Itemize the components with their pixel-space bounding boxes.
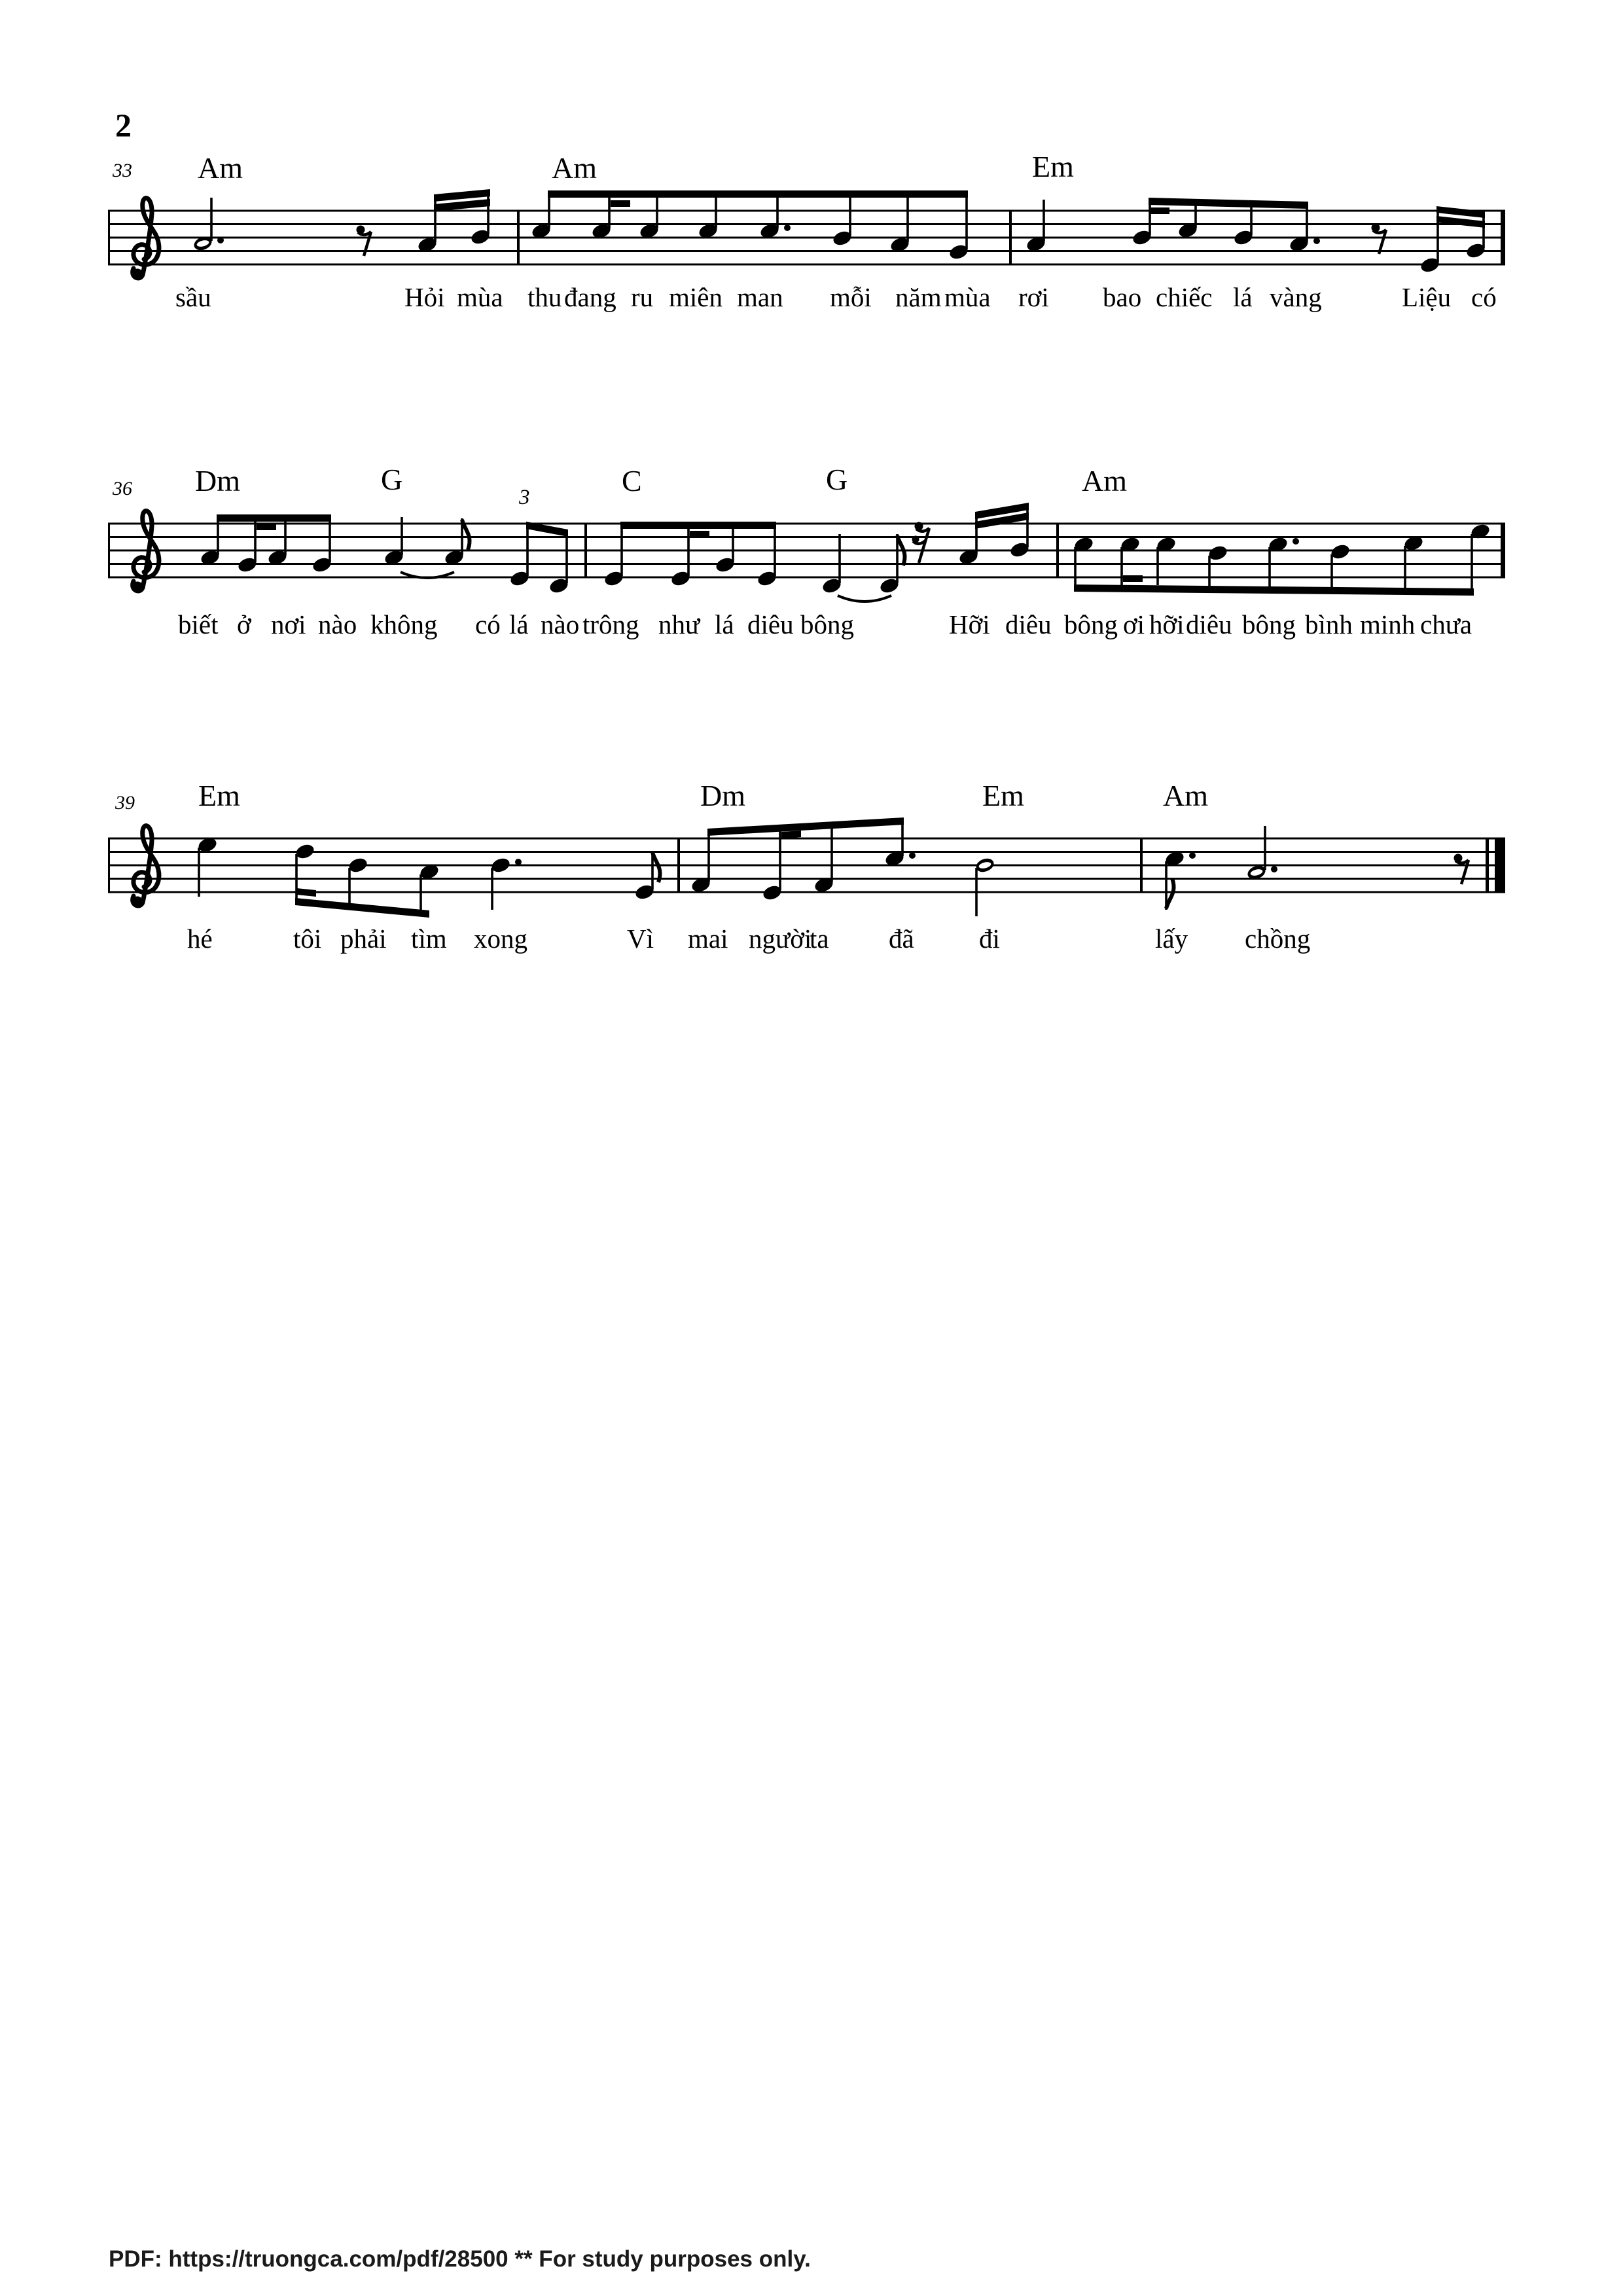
barline	[677, 838, 680, 893]
lyric-syllable: mùa	[457, 282, 503, 312]
lyric-syllable: nào	[318, 609, 357, 639]
barline-end	[1501, 210, 1505, 265]
beam	[611, 200, 630, 207]
beam	[1436, 216, 1485, 228]
chord-label: C	[622, 464, 642, 497]
beam	[1149, 198, 1308, 209]
staff-line	[108, 851, 1505, 853]
chord-label: G	[826, 463, 848, 496]
staff-line	[108, 536, 1505, 538]
chord-label: Em	[198, 779, 240, 812]
lyric-syllable: lá	[1233, 282, 1253, 312]
chord-label: Am	[198, 151, 243, 185]
beam	[434, 189, 490, 202]
beam	[620, 522, 776, 529]
measure-number: 36	[113, 478, 132, 499]
lyric-syllable: đã	[889, 924, 914, 954]
augmentation-dot	[1271, 866, 1277, 872]
beam	[1074, 584, 1474, 596]
augmentation-dot	[909, 852, 916, 859]
barline	[108, 523, 110, 578]
barline	[1140, 838, 1143, 893]
chord-label: Dm	[700, 779, 745, 812]
staff-line	[108, 550, 1505, 552]
chord-label: Am	[1082, 464, 1127, 497]
tuplet-number: 3	[519, 486, 530, 509]
lyric-syllable: bao	[1103, 282, 1142, 312]
barline	[108, 838, 110, 893]
beam	[257, 524, 276, 530]
lyric-syllable: thu	[527, 282, 562, 312]
barline	[584, 523, 587, 578]
lyric-syllable: ru	[631, 282, 654, 312]
beam	[1150, 207, 1169, 214]
beam	[781, 831, 801, 838]
lyric-syllable: xong	[474, 924, 527, 954]
staff-line	[108, 264, 1505, 266]
chord-label: Em	[1032, 150, 1074, 183]
staff-line	[108, 865, 1505, 867]
lyric-syllable: Hỡi	[949, 609, 990, 639]
beam	[217, 514, 331, 522]
lyric-syllable: sầu	[175, 282, 211, 312]
lyric-syllable: trông	[582, 609, 639, 639]
staff-line	[108, 210, 1505, 212]
lyric-syllable: tôi	[293, 924, 322, 954]
final-barline-thin	[1486, 838, 1489, 893]
lyric-syllable: Vì	[627, 924, 654, 954]
barline	[108, 210, 110, 265]
barline	[1009, 210, 1012, 265]
lyric-syllable: chưa	[1420, 609, 1472, 639]
staff-line	[108, 237, 1505, 239]
lyric-syllable: tìm	[411, 924, 447, 954]
beam	[707, 817, 904, 836]
footer-note: PDF: https://truongca.com/pdf/28500 ** For study purposes only.	[109, 2246, 811, 2272]
lyric-syllable: như	[658, 609, 700, 639]
lyric-syllable: lấy	[1155, 924, 1188, 954]
lyric-syllable: minh	[1360, 609, 1416, 639]
barline	[517, 210, 520, 265]
staff-line	[108, 838, 1505, 840]
augmentation-dot	[1189, 852, 1196, 859]
lyric-syllable: ta	[810, 924, 829, 954]
sixteenth-rest-icon	[912, 522, 930, 564]
staff-line	[108, 523, 1505, 525]
barline	[1056, 523, 1059, 578]
chord-label: G	[381, 463, 403, 496]
augmentation-dot	[217, 237, 224, 243]
lyric-syllable: rơi	[1018, 282, 1049, 312]
lyric-syllable: hỡi	[1149, 609, 1185, 639]
beam	[434, 199, 490, 211]
lyric-syllable: bông	[800, 609, 854, 639]
lyric-syllable: bông	[1242, 609, 1296, 639]
page-number: 2	[115, 107, 132, 143]
augmentation-dot	[784, 224, 791, 231]
chord-label: Am	[552, 151, 597, 185]
staff-line	[108, 577, 1505, 579]
measure-number: 33	[113, 160, 132, 181]
lyric-syllable: bình	[1305, 609, 1353, 639]
lyric-syllable: lá	[715, 609, 734, 639]
lyric-syllable: hé	[187, 924, 213, 954]
lyric-syllable: biết	[178, 609, 219, 639]
lyric-syllable: người	[749, 924, 812, 954]
lyric-syllable: Liệu	[1402, 282, 1452, 312]
chord-label: Dm	[195, 464, 240, 497]
lyric-syllable: ở	[237, 609, 251, 639]
staff-line	[108, 891, 1505, 893]
lyric-syllable: có	[1471, 282, 1497, 312]
lyric-syllable: nơi	[271, 609, 306, 639]
beam	[1123, 575, 1143, 582]
augmentation-dot	[1293, 538, 1299, 545]
lyric-syllable: bông	[1064, 609, 1118, 639]
barline-end	[1501, 523, 1505, 578]
lyric-syllable: man	[737, 282, 783, 312]
lyric-syllable: năm	[895, 282, 942, 312]
lyric-syllable: mùa	[944, 282, 991, 312]
beam	[548, 190, 968, 198]
lyric-syllable: mỗi	[830, 282, 872, 312]
lyric-syllable: đi	[979, 924, 1000, 954]
beam	[295, 898, 429, 918]
lyric-syllable: miên	[669, 282, 722, 312]
eighth-rest-icon	[1454, 854, 1469, 885]
staff-line	[108, 878, 1505, 880]
lyric-syllable: chồng	[1245, 924, 1311, 954]
lyric-syllable: ơi	[1123, 609, 1145, 639]
slur	[838, 596, 891, 601]
lyric-syllable: không	[370, 609, 438, 639]
lyric-syllable: lá	[509, 609, 529, 639]
lyric-syllable: diêu	[747, 609, 794, 639]
beam	[1436, 206, 1485, 218]
eighth-rest-icon	[1372, 224, 1387, 255]
measure-number: 39	[115, 792, 135, 814]
final-barline-thick	[1495, 838, 1505, 893]
chord-label: Am	[1163, 779, 1208, 812]
lyric-syllable: diêu	[1005, 609, 1052, 639]
lyric-syllable: có	[475, 609, 501, 639]
lyric-syllable: đang	[564, 282, 616, 312]
lyric-syllable: chiếc	[1156, 282, 1213, 312]
lyric-syllable: Hỏi	[404, 282, 445, 312]
chord-label: Em	[982, 779, 1024, 812]
lyric-syllable: phải	[340, 924, 387, 954]
lyric-syllable: vàng	[1270, 282, 1322, 312]
lyric-syllable: nào	[541, 609, 580, 639]
augmentation-dot	[1313, 238, 1320, 244]
beam	[690, 531, 709, 537]
beam	[296, 888, 316, 897]
staff-line	[108, 223, 1505, 225]
augmentation-dot	[515, 859, 522, 865]
lyric-syllable: diêu	[1186, 609, 1232, 639]
lyric-syllable: mai	[688, 924, 728, 954]
